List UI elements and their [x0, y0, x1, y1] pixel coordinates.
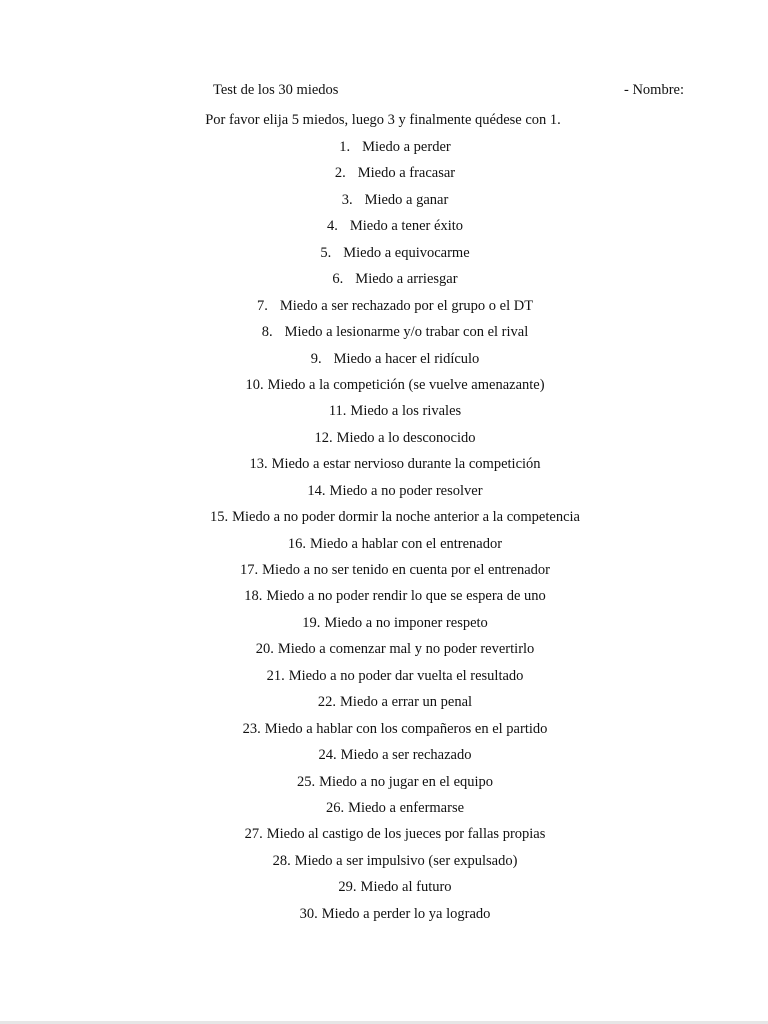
fear-item-number: 26.: [325, 799, 345, 816]
fear-item: [0, 613, 768, 639]
fear-item: [0, 692, 768, 718]
fear-item-text: Miedo a la competición (se vuelve amenazante): [267, 376, 545, 393]
fear-item-text: Miedo a perder lo ya logrado: [321, 905, 491, 922]
fear-item: [0, 401, 768, 427]
fear-item-number: 14.: [307, 482, 326, 499]
fear-item-number: 7.: [256, 297, 268, 314]
fear-item-number: 9.: [310, 350, 322, 367]
fear-item-text: Miedo al castigo de los jueces por fallas propias: [266, 826, 546, 843]
fear-item-number: 13.: [249, 456, 268, 473]
fear-item: [0, 560, 768, 586]
fear-item-number: 12.: [314, 429, 333, 446]
fear-item: [0, 296, 768, 322]
fear-item-number: 24.: [318, 747, 337, 764]
name-field-label: - Nombre:: [624, 82, 684, 98]
fear-item: [0, 454, 768, 480]
fear-item: [0, 904, 768, 930]
fear-item-text: Miedo a no poder dar vuelta el resultado: [288, 667, 524, 684]
fear-item: [0, 137, 768, 163]
fear-item: [0, 586, 768, 612]
fear-item-text: Miedo a ser rechazado por el grupo o el DT: [279, 297, 534, 314]
fear-item-number: 4.: [326, 218, 338, 235]
fear-item-text: Miedo a tener éxito: [349, 218, 463, 235]
fear-item-text: Miedo a no poder rendir lo que se espera de uno: [266, 588, 546, 605]
fear-item-text: Miedo a hablar con el entrenador: [310, 535, 503, 552]
fear-item-number: 3.: [341, 191, 353, 208]
fear-item-text: Miedo a errar un penal: [340, 694, 473, 711]
fear-item-text: Miedo a equivocarme: [343, 244, 470, 261]
fear-item-text: Miedo a no ser tenido en cuenta por el entrenador: [262, 562, 550, 578]
fear-item: [0, 798, 768, 824]
fear-item-text: Miedo a hacer el ridículo: [333, 350, 480, 367]
fear-item-number: 18.: [244, 588, 263, 605]
fear-item: [0, 507, 768, 533]
fear-item-text: Miedo a ser rechazado: [340, 747, 472, 764]
fear-item: [0, 824, 768, 850]
fear-item-text: Miedo a no poder dormir la noche anterior a la competencia: [232, 509, 580, 526]
fear-item: [0, 243, 768, 269]
fear-item: [0, 772, 768, 798]
fear-item-text: Miedo a no imponer respeto: [324, 614, 488, 631]
fear-item: [0, 163, 768, 189]
fear-item-text: Miedo a lo desconocido: [336, 429, 476, 446]
fear-item-number: 19.: [302, 614, 321, 631]
fear-item-number: 17.: [239, 562, 259, 578]
fear-item: [0, 216, 768, 242]
fear-item-text: Miedo al futuro: [360, 879, 452, 896]
fear-item-number: 30.: [299, 905, 318, 922]
fear-item-number: 5.: [320, 244, 332, 261]
fear-item-number: 21.: [266, 667, 285, 684]
document-title: Test de los 30 miedos: [213, 82, 339, 98]
fear-item-number: 2.: [334, 165, 346, 182]
fear-item-number: 25.: [296, 773, 316, 790]
fear-item: [0, 666, 768, 692]
fear-item: [0, 375, 768, 401]
fear-item: [0, 534, 768, 560]
fear-item-text: Miedo a ganar: [364, 191, 449, 208]
fear-item-number: 20.: [255, 641, 274, 658]
fear-item: [0, 428, 768, 454]
fear-item-number: 15.: [210, 509, 229, 526]
fear-item-text: Miedo a hablar con los compañeros en el partido: [264, 720, 548, 737]
fear-item: [0, 745, 768, 771]
fear-item-number: 11.: [328, 403, 347, 420]
fear-item-number: 28.: [272, 852, 291, 869]
fear-item-number: 22.: [317, 694, 337, 711]
fear-item: [0, 349, 768, 375]
fear-item-number: 27.: [244, 826, 263, 843]
fear-item-text: Miedo a los rivales: [350, 403, 462, 420]
fear-item-text: Miedo a fracasar: [357, 165, 456, 182]
fear-item-number: 1.: [339, 139, 351, 155]
fear-item-text: Miedo a perder: [362, 139, 451, 155]
fear-item-text: Miedo a no jugar en el equipo: [319, 773, 494, 790]
fear-item-text: Miedo a arriesgar: [355, 271, 458, 288]
fear-item: [0, 639, 768, 665]
fear-item: [0, 322, 768, 348]
fear-item-number: 23.: [242, 720, 261, 737]
fear-item: [0, 481, 768, 507]
fear-item-number: 10.: [245, 376, 264, 393]
fear-item-number: 29.: [338, 879, 357, 896]
fear-item-text: Miedo a lesionarme y/o trabar con el rival: [284, 324, 529, 341]
fear-item: [0, 190, 768, 216]
fear-item-text: Miedo a estar nervioso durante la competición: [271, 456, 541, 473]
fear-item: [0, 269, 768, 295]
fears-list: [0, 137, 768, 930]
fear-item-number: 16.: [287, 535, 307, 552]
fear-item-text: Miedo a enfermarse: [348, 799, 465, 816]
fear-item-number: 8.: [261, 324, 273, 341]
fear-item-text: Miedo a comenzar mal y no poder revertirlo: [277, 641, 535, 658]
fear-item-number: 6.: [332, 271, 344, 288]
fear-item: [0, 877, 768, 903]
fear-item-text: Miedo a ser impulsivo (ser expulsado): [294, 852, 518, 869]
fear-item: [0, 851, 768, 877]
fear-item: [0, 719, 768, 745]
instructions-text: Por favor elija 5 miedos, luego 3 y finalmente quédese con 1.: [205, 112, 561, 128]
fear-item-text: Miedo a no poder resolver: [329, 482, 483, 499]
